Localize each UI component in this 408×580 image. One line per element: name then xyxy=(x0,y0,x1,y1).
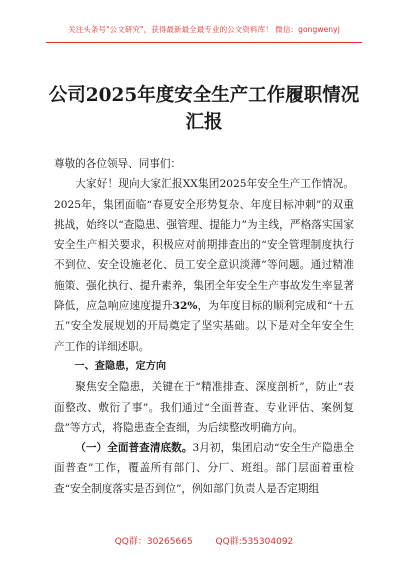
salutation: 尊敬的各位领导、同事们： xyxy=(54,158,182,170)
subsection-1-paragraph xyxy=(54,438,354,499)
subsection-1-heading: （一）全面普查清底数。 xyxy=(75,442,193,455)
header-promo-note: 关注头条号"公文研究"，获得最新最全最专业的公文资料库！ 微信：gongwenyj xyxy=(68,25,340,34)
section-1-paragraph: 聚焦安全隐患，关键在于“精准排查、深度剖析”，防止“表面整改、敷衍了事”。我们通过“全面普查、专业评估、案例复盘”等方式，将隐患查全查细，为后续整改明确方向。 xyxy=(54,381,354,434)
intro-tail: ，为年度目标的顺利完成和“十五五”安全发展规划的开局奠定了坚实基础。以下是对全年安全生产工作的详细述职。 xyxy=(54,300,355,353)
section-1-heading: 一、查隐患，定方向 xyxy=(74,360,167,372)
intro-paragraph xyxy=(54,174,354,357)
header-divider xyxy=(46,42,362,43)
footer-contact xyxy=(0,534,408,547)
subsection-1-text: 3月初，集团启动“安全生产隐患全面普查”工作，覆盖所有部门、分厂、班组。部门层面着重检查“安全制度落实是否到位”，例如部门负责人是否定期组 xyxy=(54,442,355,495)
intro-highlight: 32% xyxy=(172,300,198,313)
footer-qq-1: QQ群：30265665 xyxy=(114,537,193,547)
intro-text: 大家好！现向大家汇报XX集团2025年安全生产工作情况。2025年，集团面临“春夏安全形势复杂、年度目标冲刺”的双重挑战，始终以“查隐患、强管理、提能力”为主线，严格落实国家安全生产相关要求，积极应对前期排查出的“安全管理制度执行不到位、安全设施老化、员工安全意识淡薄”等问题。通过精准施策、强化执行、提升素养，集团全年安全生产事故发生率显著降低，应急响应速度提升 xyxy=(54,178,354,313)
document-body xyxy=(54,154,354,499)
footer-qq-2: QQ群:535304092 xyxy=(215,537,294,547)
document-title: 公司2025年度安全生产工作履职情况汇报 xyxy=(48,85,360,133)
